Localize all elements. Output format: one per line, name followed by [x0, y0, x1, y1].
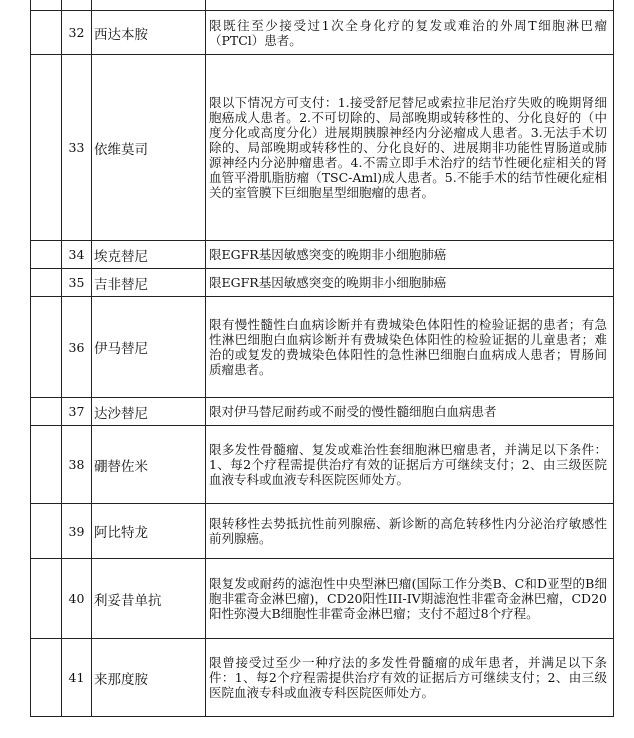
row-number: 33 — [62, 55, 92, 241]
table-row — [31, 297, 614, 398]
row-number: 39 — [62, 504, 92, 559]
blank-cell — [31, 639, 62, 717]
drug-name: 达沙替尼 — [92, 398, 206, 426]
restriction-text: 限既往至少接受过1次全身化疗的复发或难治的外周T细胞淋巴瘤（PTCl）患者。 — [206, 11, 614, 55]
blank-cell — [31, 426, 62, 504]
restriction-text: 限以下情况方可支付：1.接受舒尼替尼或索拉非尼治疗失败的晚期肾细胞癌成人患者。2.不可切除的、局部晚期或转移性的、分化良好的（中度分化或高度分化）进展期胰腺神经内分泌瘤成人患者。3.无法手术切除的、局部晚期或转移性的、分化良好的、进展期非功能性胃肠道或肺源神经内分泌肿瘤患者。4.不需立即手术治疗的结节性硬化症相关的肾血管平滑肌脂肪瘤（TSC-Aml)成人患者。5.不能手术的结节性硬化症相关的室管膜下巨细胞星型细胞瘤的患者。 — [206, 55, 614, 241]
blank-cell — [31, 0, 62, 11]
blank-cell — [31, 297, 62, 398]
restriction-text: 限EGFR基因敏感突变的晚期非小细胞肺癌 — [206, 269, 614, 297]
blank-cell — [31, 55, 62, 241]
table-row — [31, 55, 614, 241]
restriction-cell — [206, 0, 614, 11]
restriction-text: 限复发或耐药的滤泡性中央型淋巴瘤(国际工作分类B、C和D亚型的B细胞非霍奇金淋巴瘤)，CD20阳性III-IV期滤泡性非霍奇金淋巴瘤，CD20阳性弥漫大B细胞性非霍奇金淋巴瘤；支付不超过8个疗程。 — [206, 559, 614, 639]
row-number: 41 — [62, 639, 92, 717]
drug-name: 阿比特龙 — [92, 504, 206, 559]
restriction-text: 限曾接受过至少一种疗法的多发性骨髓瘤的成年患者，并满足以下条件：1、每2个疗程需提供治疗有效的证据后方可继续支付；2、由三级医院血液专科或血液专科医院医师处方。 — [206, 639, 614, 717]
table-row-top-edge — [31, 0, 614, 11]
table-row — [31, 504, 614, 559]
row-number: 35 — [62, 269, 92, 297]
row-number: 37 — [62, 398, 92, 426]
row-number: 32 — [62, 11, 92, 55]
row-number: 34 — [62, 241, 92, 269]
table-row — [31, 398, 614, 426]
table-row — [31, 426, 614, 504]
blank-cell — [31, 241, 62, 269]
table-row — [31, 639, 614, 717]
restriction-text: 限有慢性髓性白血病诊断并有费城染色体阳性的检验证据的患者；有急性淋巴细胞白血病诊断并有费城染色体阳性的检验证据的儿童患者；难治的或复发的费城染色体阳性的急性淋巴细胞白血病成人患者；胃肠间质瘤患者。 — [206, 297, 614, 398]
drug-name: 来那度胺 — [92, 639, 206, 717]
table-row — [31, 11, 614, 55]
blank-cell — [31, 559, 62, 639]
drug-name: 西达本胺 — [92, 11, 206, 55]
blank-cell — [31, 398, 62, 426]
restriction-text: 限EGFR基因敏感突变的晚期非小细胞肺癌 — [206, 241, 614, 269]
restriction-text: 限转移性去势抵抗性前列腺癌、新诊断的高危转移性内分泌治疗敏感性前列腺癌。 — [206, 504, 614, 559]
drug-name: 利妥昔单抗 — [92, 559, 206, 639]
drug-name: 依维莫司 — [92, 55, 206, 241]
drug-name: 硼替佐米 — [92, 426, 206, 504]
table-row — [31, 241, 614, 269]
blank-cell — [31, 11, 62, 55]
blank-cell — [31, 269, 62, 297]
drug-name: 吉非替尼 — [92, 269, 206, 297]
restriction-text: 限多发性骨髓瘤、复发或难治性套细胞淋巴瘤患者，并满足以下条件：1、每2个疗程需提供治疗有效的证据后方可继续支付；2、由三级医院血液专科或血液专科医院医师处方。 — [206, 426, 614, 504]
row-number: 40 — [62, 559, 92, 639]
blank-cell — [31, 504, 62, 559]
drug-name: 伊马替尼 — [92, 297, 206, 398]
row-number-cell — [62, 0, 92, 11]
drug-name: 埃克替尼 — [92, 241, 206, 269]
row-number: 36 — [62, 297, 92, 398]
drug-name-cell — [92, 0, 206, 11]
restriction-text: 限对伊马替尼耐药或不耐受的慢性髓细胞白血病患者 — [206, 398, 614, 426]
table-row — [31, 559, 614, 639]
table-row — [31, 269, 614, 297]
row-number: 38 — [62, 426, 92, 504]
drug-coverage-table — [30, 0, 614, 717]
